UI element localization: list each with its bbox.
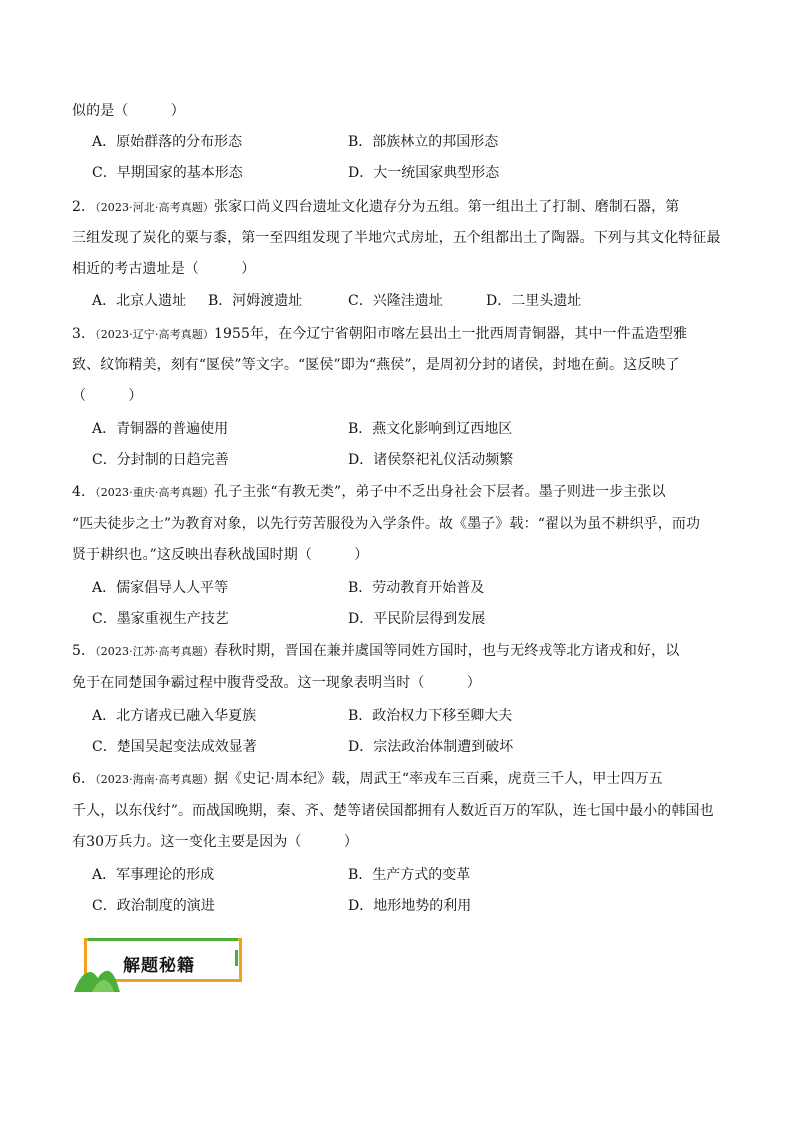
q4-line1	[72, 482, 666, 503]
q2-option-a: A．北京人遗址	[92, 293, 187, 309]
q4-option-d: D．平民阶层得到发展	[348, 611, 486, 627]
hill-icon	[74, 962, 120, 992]
q4-text-1: 孔子主张“有教无类”，弟子中不乏出身社会下层者。墨子则进一步主张以	[214, 484, 666, 500]
q3-line3: （ ）	[72, 388, 143, 404]
q2-line3: 相近的考古遗址是（ ）	[72, 261, 256, 277]
q2-text-1: 张家口尚义四台遗址文化遗存分为五组。第一组出土了打制、磨制石器，第	[214, 199, 680, 215]
section-badge-label: 解题秘籍	[123, 956, 195, 976]
q3-source: （2023·辽宁·高考真题）	[95, 328, 214, 341]
q6-option-b: B．生产方式的变革	[348, 867, 471, 883]
q4-source: （2023·重庆·高考真题）	[95, 486, 214, 499]
q2-option-d: D．二里头遗址	[486, 293, 582, 309]
q2-line1	[72, 197, 679, 218]
q5-number: 5．	[72, 643, 96, 659]
q5-source: （2023·江苏·高考真题）	[95, 645, 214, 658]
q4-option-a: A．儒家倡导人人平等	[92, 580, 229, 596]
q3-option-d: D．诸侯祭祀礼仪活动频繁	[348, 452, 514, 468]
q3-option-c: C．分封制的日趋完善	[92, 452, 229, 468]
badge-green-tick	[235, 950, 238, 966]
q4-line2: “匹夫徒步之士”为教育对象，以先行劳苦服役为入学条件。故《墨子》载：“翟以为虽不耕织乎，而功	[72, 516, 701, 532]
q5-line1	[72, 641, 679, 662]
q6-line3: 有30万兵力。这一变化主要是因为（ ）	[72, 834, 358, 850]
q6-option-d: D．地形地势的利用	[348, 898, 472, 914]
q1-option-d: D．大一统国家典型形态	[348, 165, 500, 181]
q3-option-b: B．燕文化影响到辽西地区	[348, 421, 513, 437]
q1-option-a: A．原始群落的分布形态	[92, 134, 243, 150]
q5-option-a: A．北方诸戎已融入华夏族	[92, 708, 257, 724]
q6-number: 6．	[72, 771, 96, 787]
q6-line2: 千人，以东伐纣”。而战国晚期，秦、齐、楚等诸侯国都拥有人数近百万的军队，连七国中最小的韩国也	[72, 803, 714, 819]
q4-line3: 贤于耕织也。”这反映出春秋战国时期（ ）	[72, 547, 369, 563]
q4-option-b: B．劳动教育开始普及	[348, 580, 485, 596]
q3-line2: 致、纹饰精美，刻有“匽侯”等文字。“匽侯”即为“燕侯”，是周初分封的诸侯，封地在蓟。这反映了	[72, 357, 680, 373]
q1-option-b: B．部族林立的邦国形态	[348, 134, 499, 150]
q5-option-d: D．宗法政治体制遭到破坏	[348, 739, 514, 755]
q1-option-c: C．早期国家的基本形态	[92, 165, 243, 181]
q6-option-a: A．军事理论的形成	[92, 867, 215, 883]
q2-line2: 三组发现了炭化的粟与黍，第一至四组发现了半地穴式房址，五个组都出土了陶器。下列与其文化特征最	[72, 230, 721, 246]
q3-number: 3．	[72, 326, 96, 342]
q2-number: 2．	[72, 199, 96, 215]
q6-option-c: C．政治制度的演进	[92, 898, 215, 914]
q4-number: 4．	[72, 484, 96, 500]
q3-text-1: 1955年，在今辽宁省朝阳市喀左县出土一批西周青铜器，其中一件盂造型雅	[214, 326, 688, 342]
q5-option-b: B．政治权力下移至卿大夫	[348, 708, 513, 724]
q2-option-b: B．河姆渡遗址	[208, 293, 303, 309]
q5-option-c: C．楚国吴起变法成效显著	[92, 739, 257, 755]
q4-option-c: C．墨家重视生产技艺	[92, 611, 229, 627]
q5-text-1: 春秋时期，晋国在兼并虞国等同姓方国时，也与无终戎等北方诸戎和好，以	[214, 643, 680, 659]
q5-line2: 免于在同楚国争霸过程中腹背受敌。这一现象表明当时（ ）	[72, 675, 481, 691]
q2-option-c: C．兴隆洼遗址	[348, 293, 443, 309]
badge-green-stripe	[88, 938, 238, 941]
q2-source: （2023·河北·高考真题）	[95, 201, 214, 214]
q6-text-1: 据《史记·周本纪》载，周武王“率戎车三百乘，虎贲三千人，甲士四万五	[214, 771, 663, 787]
q1-stem-end: 似的是（ ）	[72, 103, 185, 119]
q3-line1	[72, 324, 687, 345]
q3-option-a: A．青铜器的普遍使用	[92, 421, 229, 437]
q6-line1	[72, 769, 663, 790]
q6-source: （2023·海南·高考真题）	[95, 773, 214, 786]
